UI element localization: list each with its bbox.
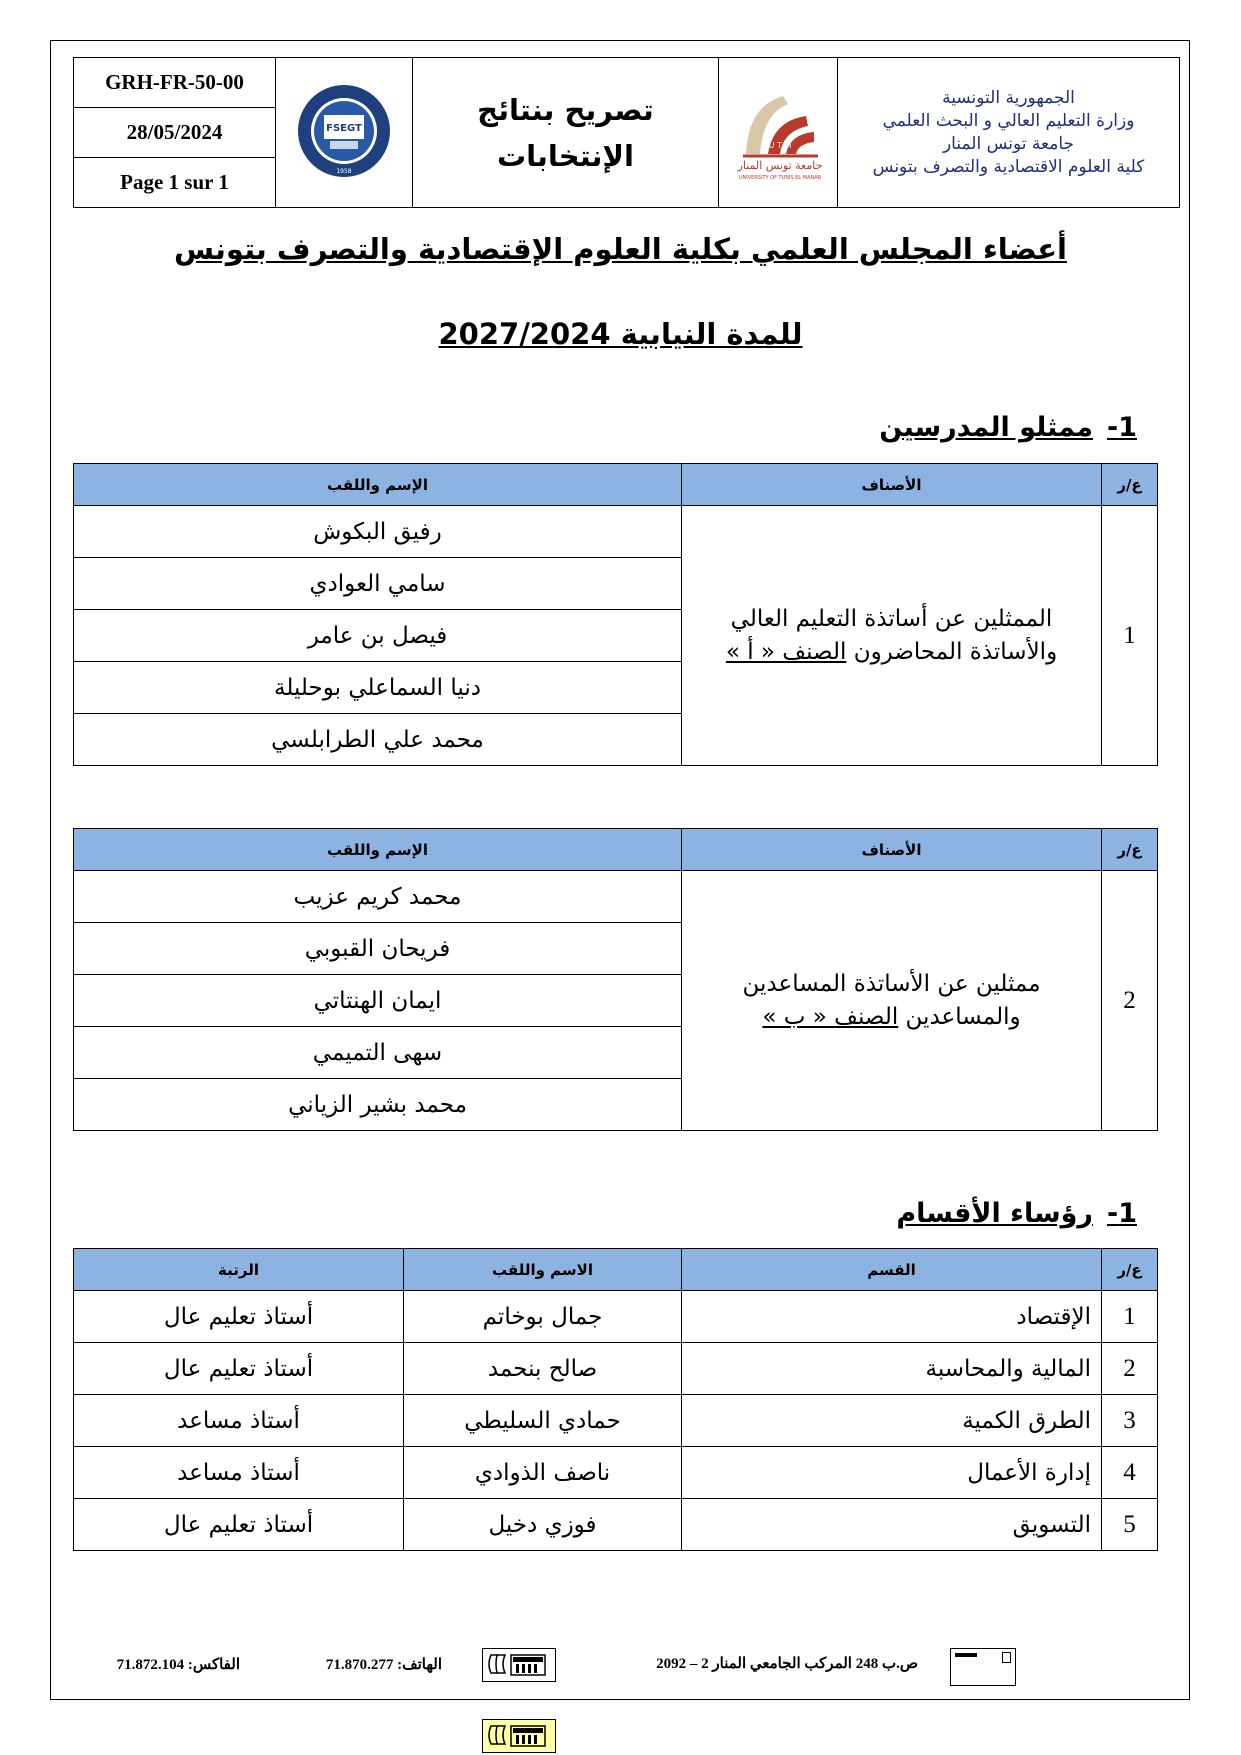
group1-cat-line3: الصنف « أ » (725, 638, 847, 665)
group2-cat-line2: والمساعدين (905, 1003, 1021, 1030)
svg-text:UNIVERSITY OF TUNIS EL MANAR: UNIVERSITY OF TUNIS EL MANAR (738, 174, 822, 181)
table-row (74, 1395, 1158, 1447)
row-num: 2 (1102, 1343, 1158, 1395)
row-department: الإقتصاد (682, 1291, 1102, 1343)
section2-heading (896, 1198, 1137, 1229)
footer-address: ص.ب 248 المركب الجامعي المنار 2 – 2092 (656, 1656, 918, 1672)
footer-phone: الهاتف: 71.870.277 (325, 1657, 442, 1673)
row-name: ناصف الذوادي (404, 1447, 682, 1499)
row-name: صالح بنحمد (404, 1343, 682, 1395)
teachers-table-1 (73, 463, 1158, 766)
main-title: أعضاء المجلس العلمي بكلية العلوم الإقتصادية والتصرف بتونس (174, 232, 1067, 266)
row-department: المالية والمحاسبة (682, 1343, 1102, 1395)
table-row: سهى التميمي (74, 1027, 682, 1079)
doc-title (413, 58, 719, 208)
row-department: إدارة الأعمال (682, 1447, 1102, 1499)
table-row: محمد كريم عزيب (74, 871, 682, 923)
col-num: ع/ر (1102, 829, 1158, 871)
row-num: 4 (1102, 1447, 1158, 1499)
table-row: فيصل بن عامر (74, 610, 682, 662)
section1-title: ممثلو المدرسين (879, 412, 1093, 443)
table-row (74, 1447, 1158, 1499)
footer-fax: الفاكس: 71.872.104 (116, 1657, 240, 1673)
table-row: رفيق البكوش (74, 506, 682, 558)
row-rank: أستاذ مساعد (74, 1447, 404, 1499)
svg-text:U T M: U T M (768, 140, 792, 150)
svg-text:جامعة تونس المنار: جامعة تونس المنار (737, 158, 823, 172)
doc-title-line1: تصريح بنتائج (477, 92, 654, 127)
table-row: دنيا السماعلي بوحليلة (74, 662, 682, 714)
table-row: محمد علي الطرابلسي (74, 714, 682, 766)
col-department: القسم (682, 1249, 1102, 1291)
col-category: الأصناف (682, 829, 1102, 871)
group1-cat-line1: الممثلين عن أساتذة التعليم العالي (730, 605, 1053, 632)
ministry: وزارة التعليم العالي و البحث العلمي (882, 110, 1135, 131)
row-num: 5 (1102, 1499, 1158, 1551)
svg-text:FSEGT: FSEGT (326, 122, 362, 134)
row-name: حمادي السليطي (404, 1395, 682, 1447)
row-name: فوزي دخيل (404, 1499, 682, 1551)
doc-page: Page 1 sur 1 (74, 158, 276, 208)
heads-table (73, 1248, 1158, 1551)
group2-cat-line3: الصنف « ب » (762, 1003, 899, 1030)
fax-icon (482, 1648, 556, 1682)
col-category: الأصناف (682, 464, 1102, 506)
svg-text:1958: 1958 (336, 167, 352, 175)
faculty: كلية العلوم الاقتصادية والتصرف بتونس (872, 156, 1145, 177)
col-rank: الرتبة (74, 1249, 404, 1291)
section2-number: 1- (1106, 1198, 1137, 1229)
document-header (73, 57, 1180, 208)
table-row: سامي العوادي (74, 558, 682, 610)
doc-date: 28/05/2024 (74, 108, 276, 158)
fax-icon-bottom (482, 1719, 556, 1753)
university: جامعة تونس المنار (942, 133, 1075, 154)
group2-num: 2 (1102, 871, 1158, 1131)
table-row: ايمان الهنتاتي (74, 975, 682, 1027)
group2-cat-line1: ممثلين عن الأساتذة المساعدين (742, 970, 1041, 997)
section1-heading (879, 412, 1137, 443)
mailbox-icon (950, 1648, 1016, 1686)
group1-cat-line2: والأساتذة المحاضرون (853, 638, 1058, 665)
table-row: محمد بشير الزياني (74, 1079, 682, 1131)
row-rank: أستاذ تعليم عال (74, 1343, 404, 1395)
row-rank: أستاذ تعليم عال (74, 1499, 404, 1551)
row-rank: أستاذ تعليم عال (74, 1291, 404, 1343)
group1-num: 1 (1102, 506, 1158, 766)
col-num: ع/ر (1102, 464, 1158, 506)
term-title: للمدة النيابية 2027/2024 (438, 317, 803, 351)
table-row: فريحان القبوبي (74, 923, 682, 975)
row-rank: أستاذ مساعد (74, 1395, 404, 1447)
col-name: الإسم واللقب (74, 829, 682, 871)
utm-logo (719, 58, 838, 208)
institution-block (838, 58, 1180, 208)
col-name: الإسم واللقب (74, 464, 682, 506)
fsegt-logo (276, 58, 413, 208)
republic: الجمهورية التونسية (942, 87, 1075, 108)
row-department: الطرق الكمية (682, 1395, 1102, 1447)
section1-number: 1- (1106, 412, 1137, 443)
table-row (74, 1291, 1158, 1343)
table-row (74, 1499, 1158, 1551)
row-num: 1 (1102, 1291, 1158, 1343)
row-num: 3 (1102, 1395, 1158, 1447)
row-department: التسويق (682, 1499, 1102, 1551)
col-num: ع/ر (1102, 1249, 1158, 1291)
col-name: الاسم واللقب (404, 1249, 682, 1291)
teachers-table-2 (73, 828, 1158, 1131)
section2-title: رؤساء الأقسام (896, 1198, 1093, 1229)
row-name: جمال بوخاتم (404, 1291, 682, 1343)
group1-category (682, 506, 1102, 766)
doc-code: GRH-FR-50-00 (74, 58, 276, 108)
table-row (74, 1343, 1158, 1395)
doc-title-line2: الإنتخابات (497, 138, 634, 173)
group2-category (682, 871, 1102, 1131)
